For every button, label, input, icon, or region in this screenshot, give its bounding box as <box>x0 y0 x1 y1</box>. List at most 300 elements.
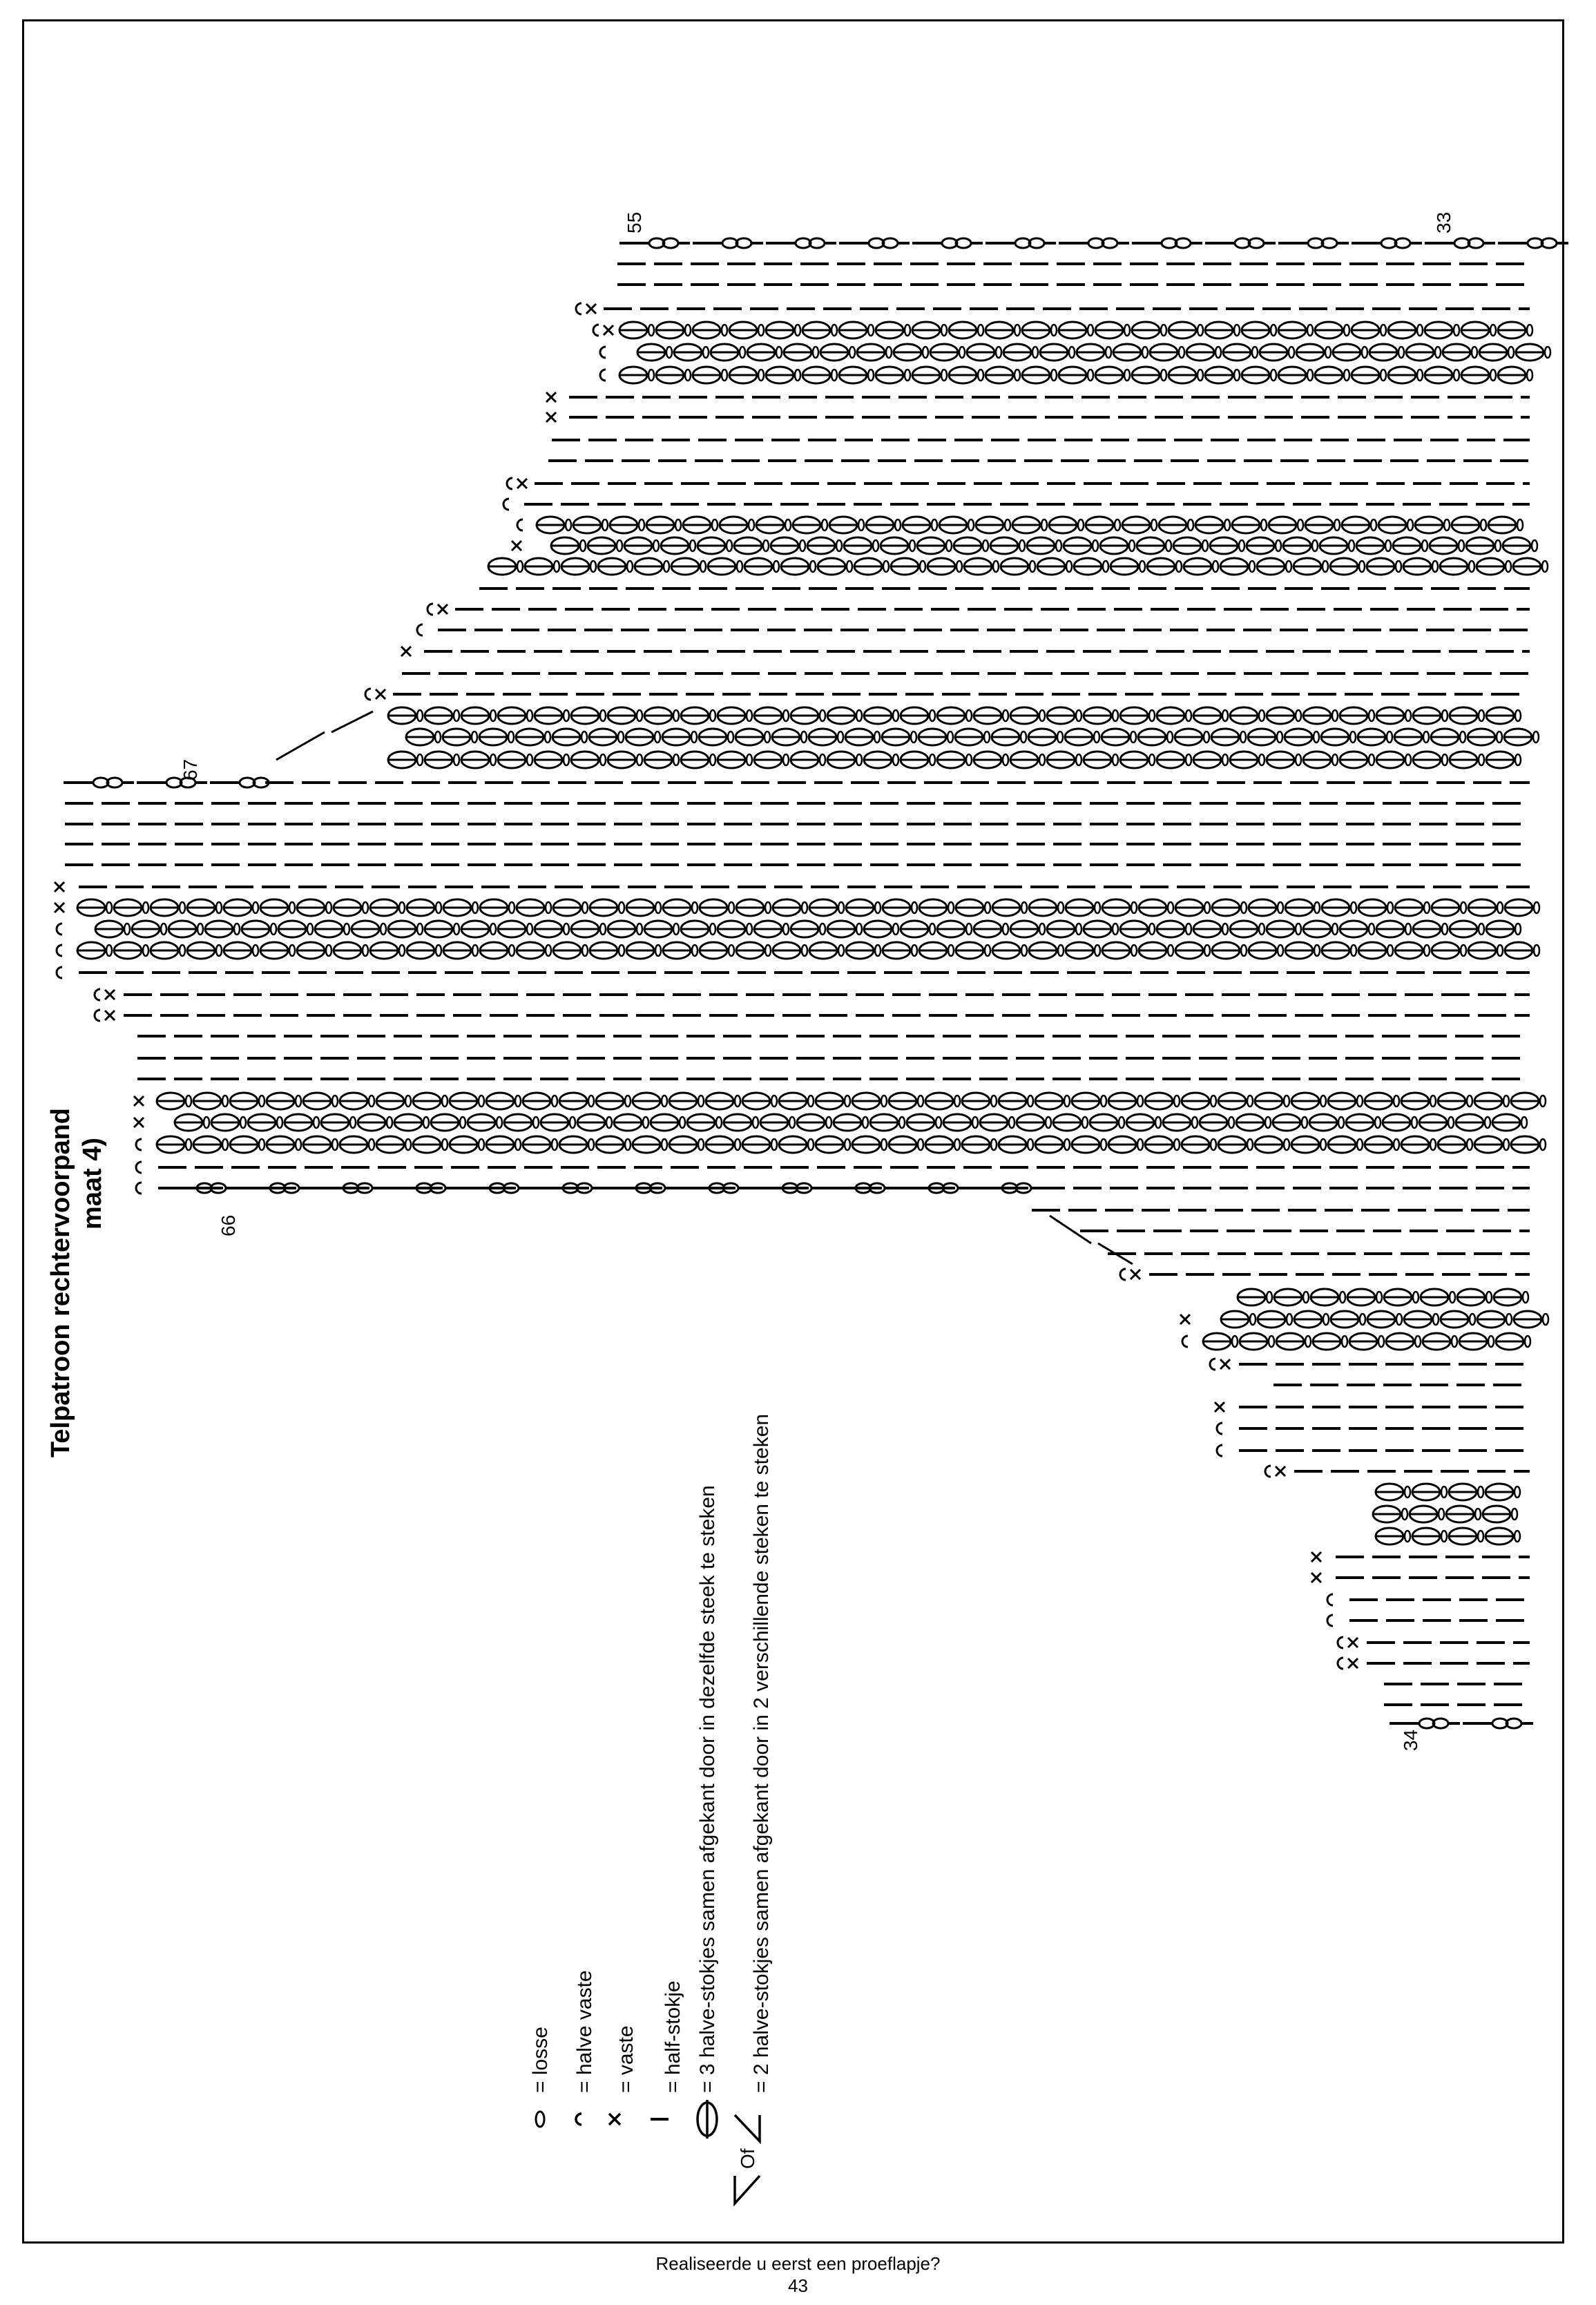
chain-mark <box>912 902 917 913</box>
chain-mark <box>600 924 606 935</box>
legend-item-hdc3tog <box>696 1485 719 2139</box>
chain-mark <box>710 754 715 765</box>
chain-mark <box>1515 710 1521 721</box>
chain-mark <box>838 902 844 913</box>
chain-mark <box>771 1096 777 1107</box>
chain-mark <box>849 347 855 358</box>
slip-stitch-mark <box>1120 1269 1126 1280</box>
chain-mark <box>749 519 754 530</box>
legend-text-hdc2tog: = 2 halve-stokjes samen afgekant door in 2 verschillende steken te steken <box>750 1413 773 2093</box>
chain-mark <box>1338 1117 1344 1128</box>
chain-mark <box>1424 902 1430 913</box>
chain-mark <box>296 1096 301 1107</box>
cluster-row <box>488 558 1548 575</box>
chain-mark <box>954 1139 960 1150</box>
chain-mark <box>564 710 569 721</box>
chain-mark <box>1149 710 1155 721</box>
chain-mark <box>858 519 864 530</box>
chain-mark <box>369 1139 374 1150</box>
chain-mark <box>863 1117 868 1128</box>
chain-mark <box>1276 540 1281 551</box>
single-crochet-mark <box>604 325 613 335</box>
chain-mark <box>1259 754 1265 765</box>
chain-mark <box>143 902 148 913</box>
chain-mark <box>1131 945 1137 956</box>
chain-mark <box>1213 561 1218 572</box>
chain-mark <box>1442 754 1448 765</box>
chain-mark <box>1305 1336 1311 1347</box>
chain-mark <box>785 519 791 530</box>
chain-mark <box>314 1117 319 1128</box>
chain-mark <box>344 924 349 935</box>
single-crochet-mark <box>438 604 448 614</box>
chain-mark <box>1131 731 1136 743</box>
chain-mark <box>1166 540 1171 551</box>
single-crochet-mark <box>134 1118 144 1127</box>
chain-mark <box>1241 902 1247 913</box>
cluster-row <box>95 921 1521 937</box>
chain-mark <box>1247 1096 1253 1107</box>
cluster-row <box>1203 1333 1530 1350</box>
chain-mark <box>991 1139 997 1150</box>
chain-mark <box>703 347 709 358</box>
chain-mark <box>1378 1336 1384 1347</box>
chain-mark <box>1041 519 1047 530</box>
chain-mark <box>1174 1096 1180 1107</box>
chain-mark <box>874 731 880 743</box>
chain-mark <box>690 540 695 551</box>
chain-mark <box>326 902 331 913</box>
chain-row <box>619 238 1568 248</box>
chain-mark <box>363 902 368 913</box>
chain-mark <box>795 325 800 336</box>
chain-mark <box>1155 1117 1161 1128</box>
chain-mark <box>1239 540 1244 551</box>
chain-mark <box>124 924 130 935</box>
chain-mark <box>1140 561 1145 572</box>
chain-mark <box>673 754 679 765</box>
chain-mark <box>1387 902 1393 913</box>
chain-mark <box>1332 924 1338 935</box>
chain-mark <box>1503 1096 1509 1107</box>
chain-mark <box>662 1096 667 1107</box>
chain-mark <box>722 370 727 381</box>
chain-mark <box>1115 519 1120 530</box>
chain-mark <box>1234 370 1240 381</box>
cluster-row <box>1376 1484 1520 1500</box>
chain-mark <box>637 924 642 935</box>
chain-mark <box>836 540 842 551</box>
chain-mark <box>941 370 947 381</box>
chain-mark <box>1278 945 1283 956</box>
chain-mark <box>1542 561 1548 572</box>
cluster-row <box>406 729 1539 745</box>
chain-mark <box>606 1117 612 1128</box>
chain-mark <box>753 1117 758 1128</box>
chain-mark <box>472 945 478 956</box>
chain-mark <box>554 561 559 572</box>
chain-row <box>1390 1719 1533 1728</box>
chain-mark <box>1241 945 1247 956</box>
chain-mark <box>710 710 715 721</box>
cluster-row <box>619 322 1532 338</box>
chain-mark <box>271 924 276 935</box>
slip-stitch-mark <box>417 624 423 635</box>
chain-mark <box>1015 370 1020 381</box>
edge-stitch-symbols <box>55 303 1358 1669</box>
chain-mark <box>1398 347 1404 358</box>
chain-mark <box>363 945 368 956</box>
single-crochet-mark <box>1348 1658 1358 1668</box>
chain-mark <box>1269 1336 1274 1347</box>
chain-mark <box>1066 561 1072 572</box>
chain-mark <box>1149 924 1155 935</box>
chain-mark <box>1232 1336 1238 1347</box>
chain-mark <box>1168 902 1173 913</box>
chain-mark <box>1174 1139 1180 1150</box>
chain-mark <box>1179 347 1184 358</box>
chain-mark <box>1320 1096 1326 1107</box>
chain-mark <box>1323 1314 1329 1325</box>
chain-mark <box>868 325 874 336</box>
chain-mark <box>765 731 770 743</box>
chain-mark <box>648 325 654 336</box>
chain-mark <box>1119 1117 1124 1128</box>
chain-mark <box>350 1117 356 1128</box>
chain-mark <box>1284 1139 1289 1150</box>
chain-mark <box>1278 902 1283 913</box>
chain-mark <box>808 1096 814 1107</box>
cluster-row <box>77 942 1539 959</box>
legend-item-chain <box>529 2027 552 2127</box>
cluster-row <box>537 517 1523 533</box>
chain-mark <box>692 902 698 913</box>
chain-mark <box>1039 924 1045 935</box>
single-crochet-mark <box>1180 1314 1190 1324</box>
chain-mark <box>1543 1314 1548 1325</box>
chain-mark <box>1394 1096 1399 1107</box>
chain-mark <box>1375 1117 1381 1128</box>
chain-mark <box>735 1139 740 1150</box>
chain-mark <box>886 347 892 358</box>
chain-mark <box>472 902 478 913</box>
chain-mark <box>966 710 972 721</box>
chain-mark <box>1396 1314 1402 1325</box>
chain-mark <box>1433 1314 1439 1325</box>
chain-mark <box>873 540 878 551</box>
chain-mark <box>1381 325 1386 336</box>
chain-mark <box>1478 1486 1483 1498</box>
chain-mark <box>1103 561 1108 572</box>
chain-mark <box>1357 1139 1363 1150</box>
chain-mark <box>1387 945 1393 956</box>
chain-mark <box>1506 1314 1512 1325</box>
chain-mark <box>758 325 764 336</box>
chain-mark <box>1442 924 1448 935</box>
stitch-rows <box>64 238 1568 1728</box>
chain-mark <box>728 731 733 743</box>
chain-mark <box>1003 754 1008 765</box>
chain-mark <box>893 710 898 721</box>
slip-stitch-mark <box>1265 1466 1271 1477</box>
chain-mark <box>582 945 588 956</box>
single-crochet-mark <box>1311 1552 1321 1562</box>
chain-mark <box>332 1139 338 1150</box>
chain-mark <box>253 902 258 913</box>
chain-mark <box>1051 370 1057 381</box>
chain-mark <box>729 945 734 956</box>
chain-mark <box>722 325 727 336</box>
single-crochet-mark <box>376 689 385 699</box>
chain-mark <box>1332 754 1338 765</box>
chain-mark <box>930 710 935 721</box>
chain-mark <box>625 1139 631 1150</box>
slip-stitch-mark <box>1338 1658 1343 1669</box>
single-crochet-mark <box>1215 1402 1224 1412</box>
single-crochet-mark <box>55 882 64 892</box>
chain-mark <box>619 945 624 956</box>
chain-mark <box>180 902 185 913</box>
chain-mark <box>527 924 532 935</box>
chain-mark <box>1515 754 1521 765</box>
chain-mark <box>856 710 862 721</box>
chain-mark <box>918 1139 923 1150</box>
chain-mark <box>978 325 983 336</box>
chain-mark <box>1422 540 1427 551</box>
chain-mark <box>1525 1336 1530 1347</box>
chain-mark <box>1095 945 1100 956</box>
chain-mark <box>1376 1292 1382 1303</box>
chain-mark <box>1222 754 1228 765</box>
chain-mark <box>1287 1314 1292 1325</box>
chain-mark <box>1405 754 1411 765</box>
chain-mark <box>1151 519 1157 530</box>
chain-mark <box>831 370 837 381</box>
chain-mark <box>1076 924 1081 935</box>
chain-mark <box>700 561 706 572</box>
chain-mark <box>1497 902 1503 913</box>
slip-stitch-mark <box>136 1183 142 1194</box>
chain-mark <box>186 1096 191 1107</box>
chain-mark <box>1093 540 1098 551</box>
chain-mark <box>1289 347 1294 358</box>
chain-mark <box>1076 754 1081 765</box>
chain-mark <box>1303 1292 1309 1303</box>
chain-mark <box>1479 924 1484 935</box>
slip-stitch-mark <box>1217 1445 1222 1456</box>
chain-mark <box>923 347 928 358</box>
chain-mark <box>1442 710 1448 721</box>
chain-mark <box>545 731 550 743</box>
chain-mark <box>912 945 917 956</box>
chain-mark <box>662 1139 667 1150</box>
chain-mark <box>956 561 962 572</box>
chain-mark <box>1259 710 1265 721</box>
chain-mark <box>838 945 844 956</box>
single-crochet-icon <box>609 2114 620 2125</box>
chain-mark <box>1003 924 1008 935</box>
legend-item-single-crochet <box>609 2025 637 2125</box>
chain-mark <box>883 561 889 572</box>
chain-mark <box>1202 540 1208 551</box>
chain-mark <box>1137 1096 1143 1107</box>
cluster-row <box>1376 1528 1520 1544</box>
chain-mark <box>729 902 734 913</box>
chain-mark <box>1307 370 1313 381</box>
chain-mark <box>993 561 999 572</box>
hdc2tog-mark <box>331 711 373 732</box>
chain-mark <box>442 1096 448 1107</box>
cluster-row <box>388 707 1521 724</box>
chain-mark <box>1534 945 1539 956</box>
chain-mark <box>1298 519 1303 530</box>
chain-mark <box>1039 710 1045 721</box>
chain-mark <box>648 370 654 381</box>
slip-stitch-mark <box>95 1010 100 1021</box>
chain-mark <box>490 710 496 721</box>
chain-mark <box>435 731 441 743</box>
chain-mark <box>509 945 515 956</box>
legend-text-slip-stitch: = halve vaste <box>573 1970 596 2093</box>
chain-mark <box>1495 540 1501 551</box>
chain-mark <box>1417 325 1423 336</box>
chain-mark <box>1028 1139 1033 1150</box>
chain-mark <box>1470 1314 1475 1325</box>
cluster-row <box>157 1093 1546 1109</box>
chain-mark <box>1527 370 1532 381</box>
chain-mark <box>1056 540 1061 551</box>
chain-mark <box>1302 1117 1307 1128</box>
chain-mark <box>106 945 112 956</box>
chain-mark <box>966 924 972 935</box>
chain-mark <box>1452 1336 1457 1347</box>
chain-mark <box>918 1096 923 1107</box>
chain-mark <box>1249 561 1255 572</box>
chain-mark <box>436 902 441 913</box>
chain-mark <box>875 945 881 956</box>
chain-mark <box>527 710 532 721</box>
chain-mark <box>625 1096 631 1107</box>
slip-stitch-mark <box>57 924 62 935</box>
legend-item-hdc2tog <box>735 1414 773 2203</box>
chain-mark <box>417 924 423 935</box>
chain-mark <box>783 754 789 765</box>
chain-mark <box>479 1139 484 1150</box>
chain-mark <box>1021 902 1027 913</box>
chain-mark <box>1412 1117 1417 1128</box>
chain-mark <box>240 1117 246 1128</box>
chain-mark <box>1058 945 1064 956</box>
chain-mark <box>454 924 459 935</box>
chain-mark <box>795 370 800 381</box>
chain-mark <box>685 370 691 381</box>
chain-mark <box>1192 1117 1198 1128</box>
single-crochet-mark <box>134 1096 144 1106</box>
chain-mark <box>222 1096 228 1107</box>
chain-mark <box>698 1139 704 1150</box>
chain-mark <box>1003 710 1008 721</box>
slip-stitch-mark <box>517 519 523 530</box>
chain-mark <box>1532 540 1537 551</box>
slip-stitch-mark <box>600 347 606 358</box>
chain-mark <box>1461 902 1466 913</box>
chain-mark <box>1508 347 1514 358</box>
slip-stitch-mark <box>57 945 62 956</box>
single-crochet-mark <box>55 903 64 912</box>
chain-mark <box>1351 902 1356 913</box>
chain-mark <box>893 924 898 935</box>
single-crochet-mark <box>586 304 596 314</box>
chain-mark <box>941 325 947 336</box>
chain-mark <box>643 1117 648 1128</box>
chain-mark <box>423 1117 429 1128</box>
row-marker-55: 55 <box>624 211 645 233</box>
chain-mark <box>222 1139 228 1150</box>
chain-mark <box>381 924 386 935</box>
chain-mark <box>1113 924 1118 935</box>
chain-mark <box>881 1096 887 1107</box>
chain-mark <box>1460 731 1465 743</box>
chain-mark <box>1211 1139 1216 1150</box>
chain-mark <box>552 1139 557 1150</box>
chain-mark <box>1450 1292 1455 1303</box>
chain-mark <box>1506 561 1511 572</box>
chain-mark <box>783 710 789 721</box>
cluster-row <box>388 752 1521 768</box>
chain-mark <box>1106 347 1111 358</box>
chain-mark <box>1332 710 1338 721</box>
chain-mark <box>1369 754 1374 765</box>
chain-mark <box>1461 945 1466 956</box>
chain-mark <box>1430 1139 1436 1150</box>
chain-mark <box>802 945 807 956</box>
chain-mark <box>1307 325 1313 336</box>
single-crochet-mark <box>1348 1638 1358 1647</box>
chain-mark <box>972 1117 978 1128</box>
chain-mark <box>1204 731 1209 743</box>
row-marker-34: 34 <box>1400 1729 1421 1751</box>
chain-mark <box>1369 710 1374 721</box>
chain-mark <box>637 710 642 721</box>
footer-note: Realiseerde u eerst een proeflapje? <box>655 2253 941 2274</box>
chain-mark <box>180 945 185 956</box>
chain-mark <box>1267 1292 1272 1303</box>
row-marker-66: 66 <box>218 1214 239 1236</box>
chain-mark <box>1415 1336 1421 1347</box>
chain-mark <box>1088 370 1093 381</box>
slip-stitch-mark <box>1182 1336 1188 1347</box>
chain-mark <box>509 902 515 913</box>
chain-mark <box>1545 347 1550 358</box>
chain-mark <box>1481 519 1486 530</box>
chain-mark <box>1186 710 1191 721</box>
chain-mark <box>1533 731 1539 743</box>
chain-mark <box>1334 519 1340 530</box>
chain-mark <box>619 902 624 913</box>
chain-mark <box>405 1096 411 1107</box>
chain-mark <box>1350 731 1356 743</box>
chain-mark <box>773 561 779 572</box>
chain-mark <box>1503 1139 1509 1150</box>
single-crochet-mark <box>105 990 115 1000</box>
chain-mark <box>1058 902 1064 913</box>
slip-stitch-mark <box>1217 1423 1222 1434</box>
chain-mark <box>332 1096 338 1107</box>
chain-mark <box>253 945 258 956</box>
chain-mark <box>1534 902 1539 913</box>
chain-mark <box>399 945 405 956</box>
chain-mark <box>454 710 459 721</box>
